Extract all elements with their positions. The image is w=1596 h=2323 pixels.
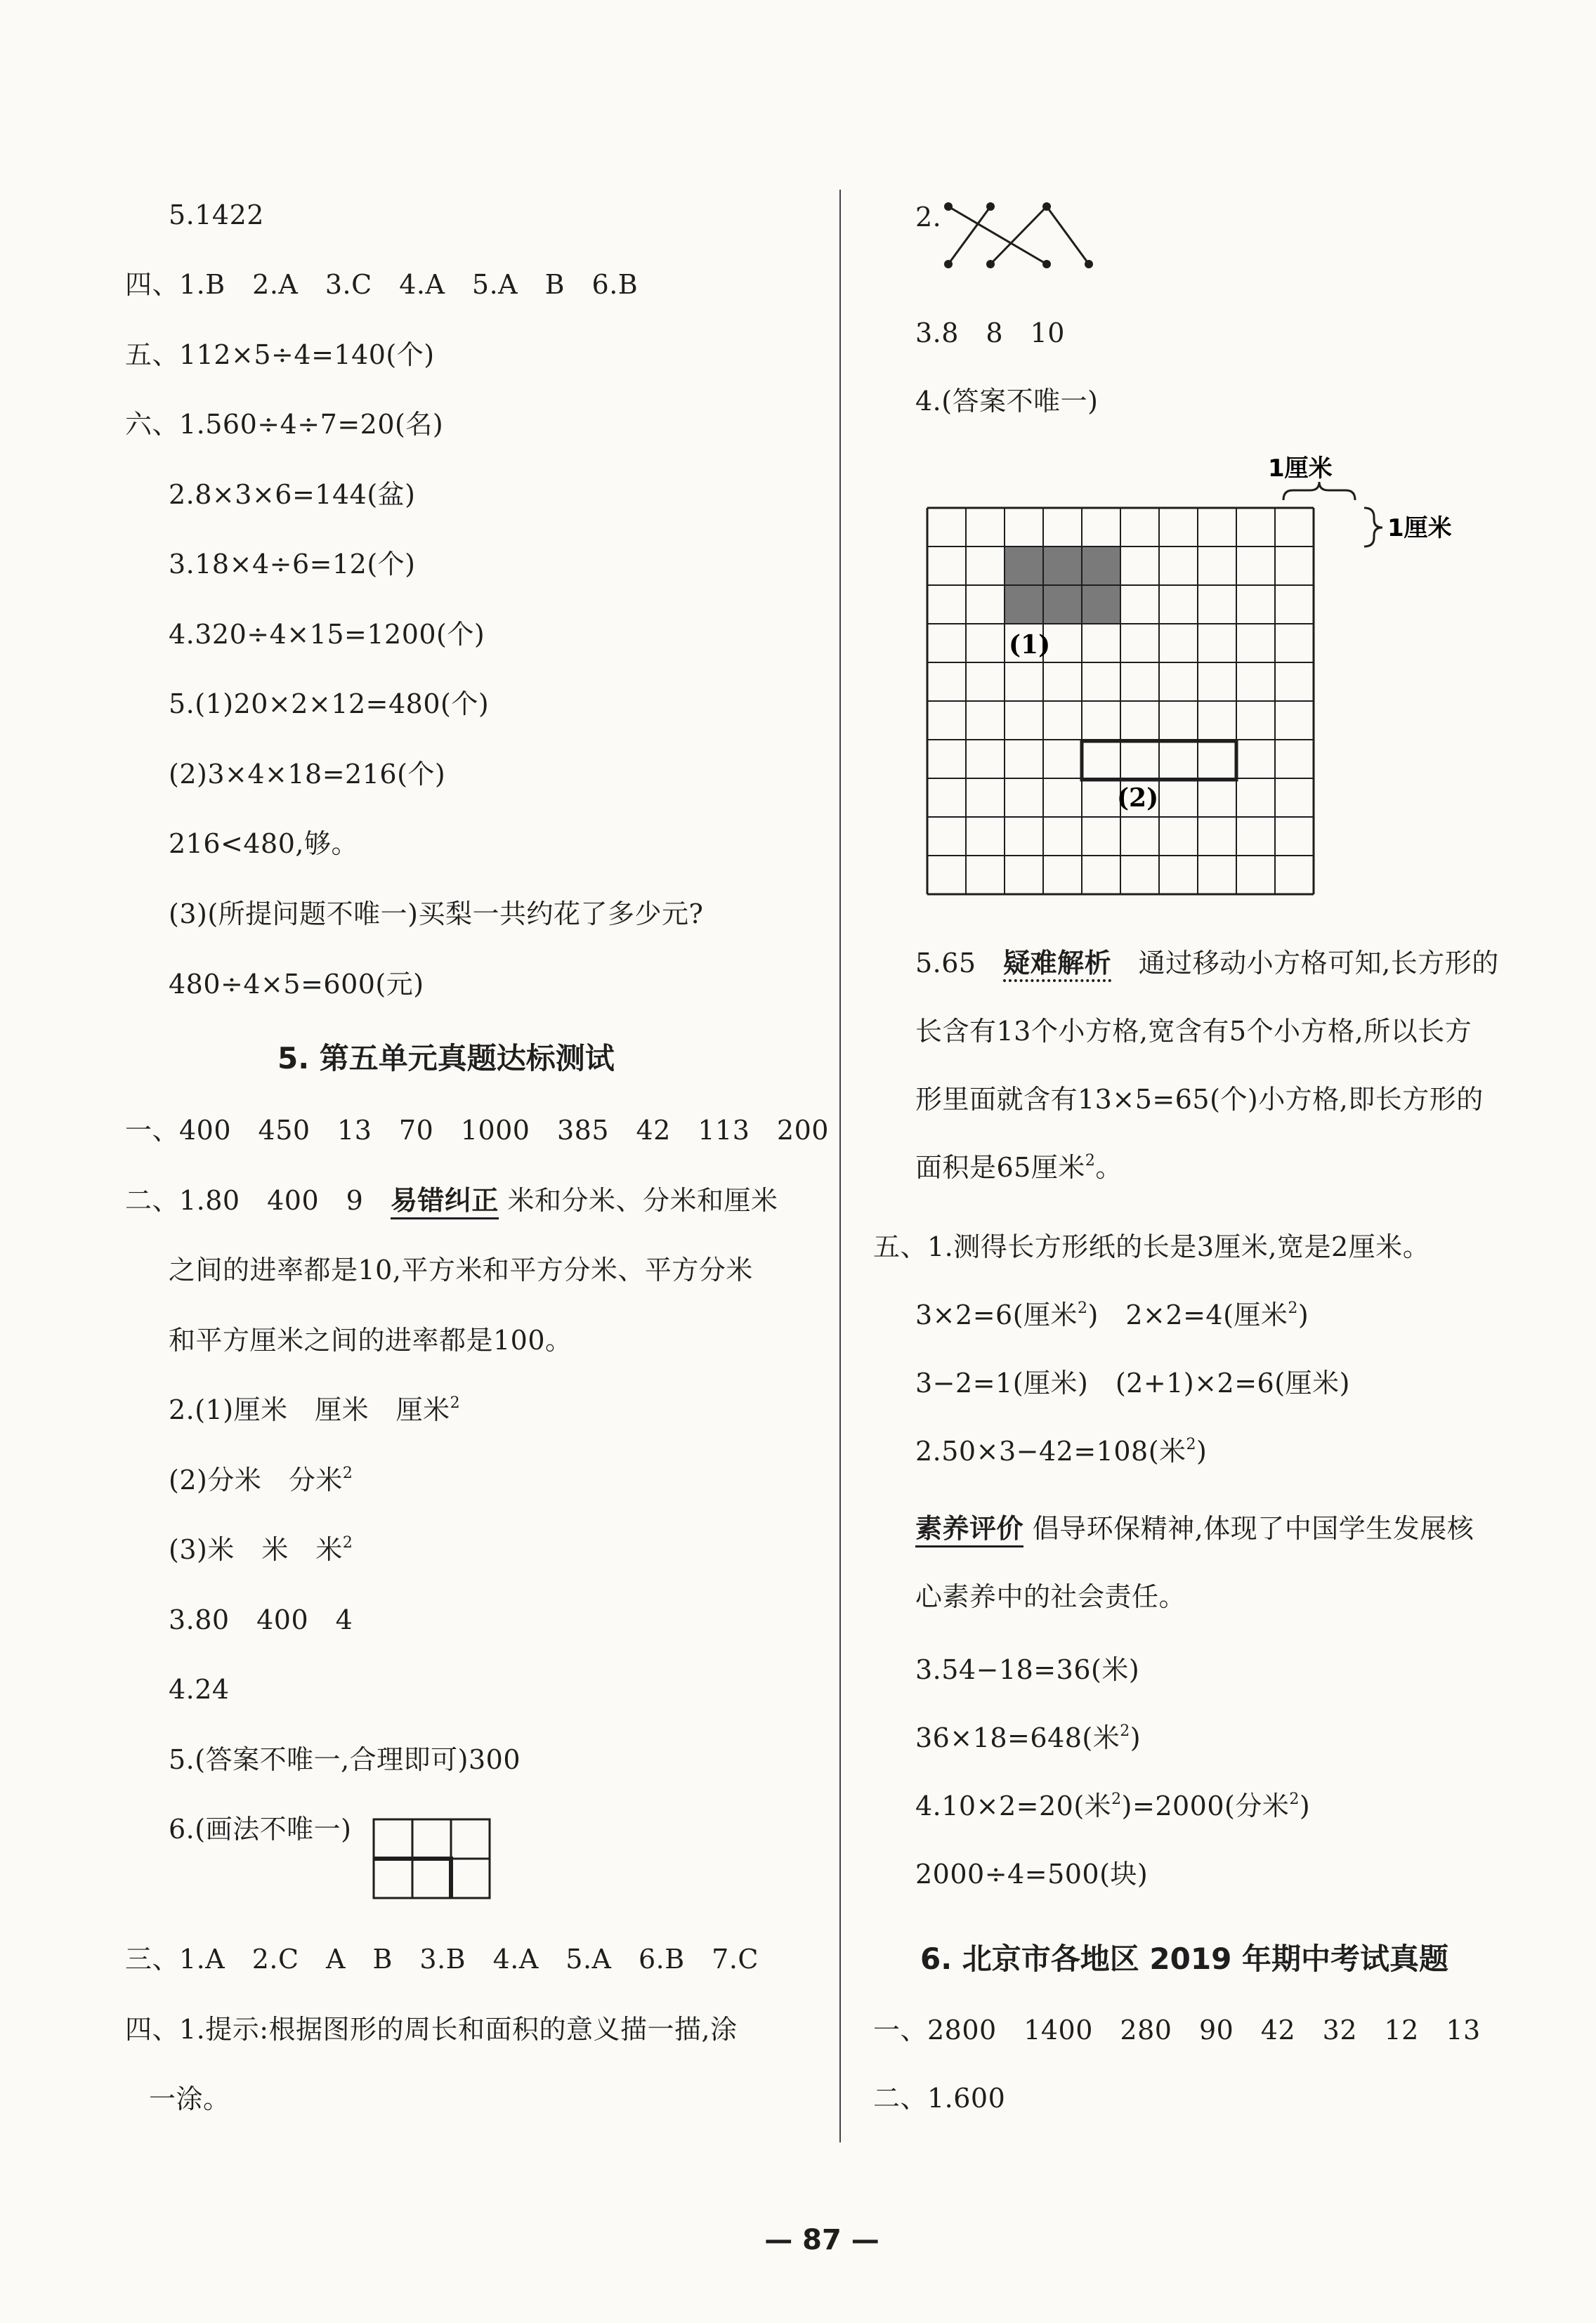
- answer-line: 之间的进率都是10,平方米和平方分米、平方分米: [169, 1255, 753, 1285]
- answer-line: 3−2=1(厘米) (2+1)×2=6(厘米): [915, 1368, 1350, 1399]
- answer-line: 5.1422: [169, 199, 264, 230]
- answer-line: 二、1.80 400 9 易错纠正 米和分米、分米和厘米: [125, 1187, 778, 1214]
- answer-line: 4.320÷4×15=1200(个): [169, 619, 485, 650]
- literacy-evaluation-tag: 素养评价: [915, 1513, 1023, 1547]
- top-brace: [1283, 482, 1355, 500]
- match-line: [1047, 207, 1089, 264]
- area-grid-figure: [913, 454, 1452, 906]
- answer-line: 5.(1)20×2×12=480(个): [169, 688, 490, 719]
- answer-line: 5.(答案不唯一,合理即可)300: [169, 1744, 521, 1775]
- answer-line: 形里面就含有13×5=65(个)小方格,即长方形的: [915, 1084, 1484, 1115]
- match-dot: [1042, 202, 1051, 211]
- answer-line: 面积是65厘米$^2$。: [915, 1152, 1123, 1183]
- top-unit-label: 1厘米: [1268, 454, 1333, 483]
- section-title-6: 6. 北京市各地区 2019 年期中考试真题: [920, 1942, 1448, 1976]
- answer-line: 四、1.提示:根据图形的周长和面积的意义描一描,涂: [125, 2014, 738, 2045]
- answer-line: 3.54−18=36(米): [915, 1654, 1140, 1685]
- answer-line: 3.8 8 10: [915, 318, 1065, 348]
- answer-line: 五、112×5÷4=140(个): [125, 339, 435, 370]
- answer-line: 480÷4×5=600(元): [169, 969, 424, 1000]
- answer-line: 一、2800 1400 280 90 42 32 12 13: [873, 2015, 1481, 2046]
- answer-line: 2000÷4=500(块): [915, 1859, 1149, 1890]
- match-dot: [986, 260, 995, 268]
- match-line: [948, 207, 990, 264]
- answer-line: 一涂。: [149, 2083, 230, 2114]
- answer-line: 长含有13个小方格,宽含有5个小方格,所以长方: [915, 1016, 1472, 1047]
- match-dot: [986, 202, 995, 211]
- answer-line: 216<480,够。: [169, 828, 358, 859]
- answer-line: (2)分米 分米$^2$: [169, 1465, 353, 1496]
- match-dot: [944, 202, 953, 211]
- answer-line: 素养评价 倡导环保精神,体现了中国学生发展核: [915, 1515, 1474, 1542]
- figure-label-2: (2): [1117, 783, 1159, 813]
- answer-line: 4.10×2=20(米$^2$)=2000(分米$^2$): [915, 1791, 1311, 1821]
- answer-line: 2.50×3−42=108(米$^2$): [915, 1436, 1208, 1467]
- answer-line: 心素养中的社会责任。: [915, 1581, 1186, 1612]
- answer-line: 四、1.B 2.A 3.C 4.A 5.A B 6.B: [125, 269, 639, 300]
- answer-line: 6.(画法不唯一): [169, 1814, 352, 1845]
- answer-line: 2.(1)厘米 厘米 厘米$^2$: [169, 1394, 461, 1425]
- answer-line: 3.80 400 4: [169, 1604, 353, 1635]
- section-title-5: 5. 第五单元真题达标测试: [277, 1041, 615, 1075]
- side-brace: [1364, 508, 1382, 547]
- answer-line: 二、1.600: [873, 2083, 1006, 2114]
- answer-line: 3×2=6(厘米$^2$) 2×2=4(厘米$^2$): [915, 1300, 1309, 1330]
- match-dot: [1085, 260, 1093, 268]
- side-unit-label: 1厘米: [1387, 514, 1452, 542]
- answer-line: 4.24: [169, 1674, 230, 1705]
- match-dot: [1042, 260, 1051, 268]
- match-dot: [944, 260, 953, 268]
- answer-line: (3)(所提问题不唯一)买梨一共约花了多少元?: [169, 898, 704, 929]
- answer-line: 一、400 450 13 70 1000 385 42 113 200: [125, 1115, 829, 1146]
- column-divider: [839, 190, 841, 2142]
- matching-lines-diagram: [941, 197, 1110, 274]
- answer-line: 36×18=648(米$^2$): [915, 1722, 1142, 1753]
- answer-line: 六、1.560÷4÷7=20(名): [125, 409, 444, 440]
- answer-line: 五、1.测得长方形纸的长是3厘米,宽是2厘米。: [873, 1231, 1430, 1262]
- answer-line: (2)3×4×18=216(个): [169, 759, 446, 790]
- answer-line: 2.8×3×6=144(盆): [169, 479, 416, 510]
- page-number: — 87 —: [764, 2224, 879, 2256]
- answer-line: 2.: [915, 202, 942, 233]
- answer-line: (3)米 米 米$^2$: [169, 1534, 353, 1565]
- grid-lines: [927, 508, 1314, 894]
- figure-label-1: (1): [1009, 630, 1051, 660]
- answer-line: 5.65 疑难解析 通过移动小方格可知,长方形的: [915, 948, 1499, 979]
- drawing-grid-2x3: [372, 1818, 492, 1901]
- difficulty-analysis-tag: 疑难解析: [1003, 948, 1112, 979]
- answer-line: 4.(答案不唯一): [915, 386, 1099, 417]
- error-correction-tag: 易错纠正: [391, 1185, 499, 1219]
- answer-line: 三、1.A 2.C A B 3.B 4.A 5.A 6.B 7.C: [125, 1944, 759, 1975]
- answer-line: 3.18×4÷6=12(个): [169, 549, 416, 580]
- answer-line: 和平方厘米之间的进率都是100。: [169, 1325, 573, 1356]
